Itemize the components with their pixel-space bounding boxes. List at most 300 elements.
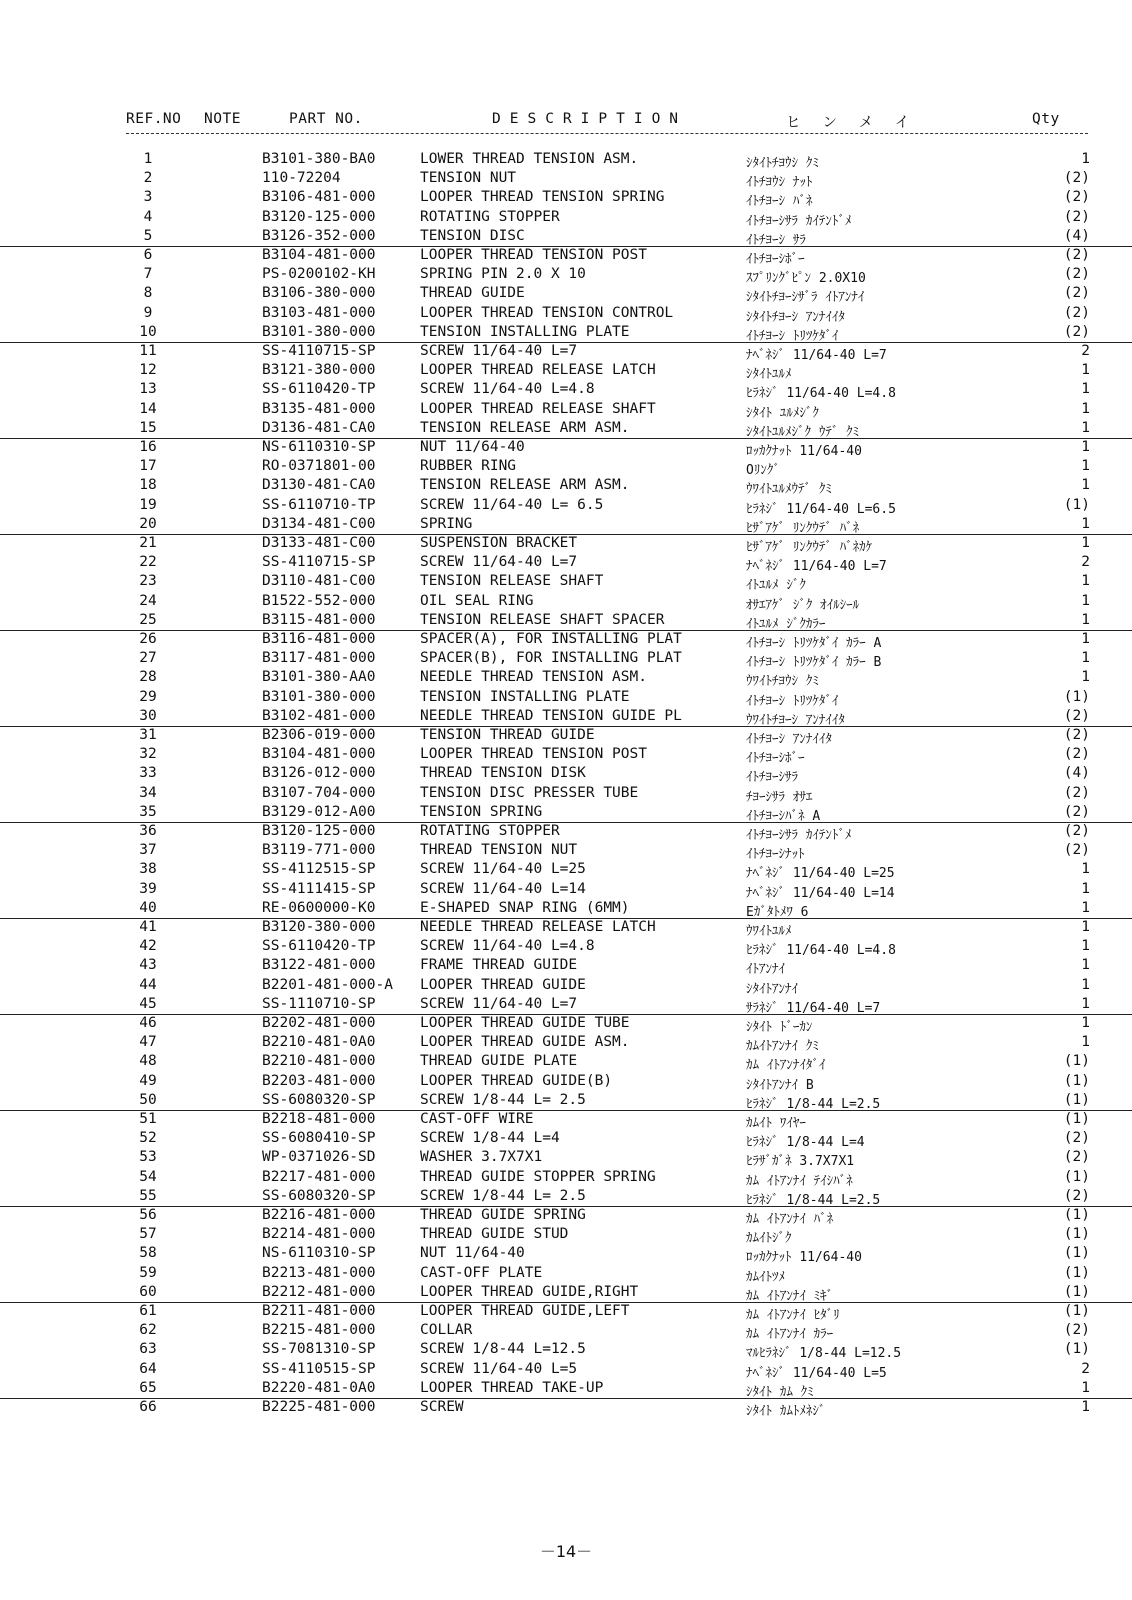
part-no-cell: SS-4110715-SP [262,554,376,571]
part-no-cell: B3115-481-000 [262,611,376,628]
ref-no-cell: 49 [139,1072,157,1089]
ref-no-cell: 57 [139,1226,157,1243]
ref-no-cell: 52 [139,1130,157,1147]
part-no-cell: B2201-481-000-A [262,976,393,993]
part-no-cell: B3104-481-000 [262,247,376,263]
qty-cell: (1) [1063,1091,1090,1108]
description-cell: THREAD GUIDE STOPPER SPRING [420,1168,656,1185]
table-row [0,976,1132,996]
description-cell: LOOPER THREAD GUIDE ASM. [420,1034,630,1051]
description-cell: SCREW 11/64-40 L=7 [420,554,578,571]
ref-no-cell: 54 [139,1168,157,1185]
qty-cell: (1) [1063,1341,1090,1358]
description-cell: LOOPER THREAD TENSION SPRING [420,189,665,206]
description-cell: SPRING PIN 2.0 X 10 [420,266,586,283]
qty-cell: (2) [1063,323,1090,340]
part-no-cell: B2211-481-000 [262,1303,376,1319]
qty-cell: (1) [1063,1072,1090,1089]
ref-no-cell: 47 [139,1034,157,1051]
katakana-name-cell: ｶﾑｲﾄ ﾜｲﾔｰ [746,1116,806,1131]
part-no-cell: D3136-481-CA0 [262,419,376,436]
katakana-name-cell: ｲﾄﾁﾖｰｼﾊﾞﾈ A [746,808,821,824]
table-row [0,649,1132,669]
katakana-name-cell: ｼﾀｲﾄﾁﾖｰｼ ｱﾝﾅｲｲﾀ [746,309,845,325]
qty-cell: 1 [1081,919,1090,935]
part-no-cell: B3101-380-000 [262,688,376,705]
katakana-name-cell: ｶﾑｲﾄｼﾞｸ [746,1231,792,1247]
table-row [0,1302,1132,1322]
qty-cell: 1 [1081,419,1090,436]
katakana-name-cell: ｼﾀｲﾄ ｶﾑ ｸﾐ [746,1384,814,1400]
qty-cell: (4) [1063,227,1090,244]
table-row [0,1187,1132,1208]
katakana-name-cell: ｼﾀｲﾄﾕﾙﾒｼﾞｸ ｳﾃﾞ ｸﾐ [746,424,860,440]
qty-cell: 1 [1081,957,1090,974]
table-row [0,1360,1132,1380]
qty-cell: (2) [1063,304,1090,321]
katakana-name-cell: ｲﾄﾁﾖｰｼｻﾗ ｶｲﾃﾝﾄﾞﾒ [746,828,852,843]
qty-cell: (1) [1063,688,1090,705]
ref-no-cell: 3 [143,189,153,206]
header-note: NOTE [204,111,241,127]
header-ref-no: REF.NO [126,111,182,127]
katakana-name-cell: ﾏﾙﾋﾗﾈｼﾞ 1/8-44 L=12.5 [746,1346,902,1362]
description-cell: TENSION RELEASE SHAFT SPACER [420,611,665,628]
ref-no-cell: 23 [139,573,157,590]
table-row [0,803,1132,824]
ref-no-cell: 58 [139,1245,157,1262]
katakana-name-cell: ﾋﾗﾈｼﾞ 1/8-44 L=2.5 [746,1096,881,1112]
qty-cell: 1 [1081,611,1090,628]
table-row [0,1264,1132,1284]
description-cell: LOOPER THREAD TENSION POST [420,247,647,263]
katakana-name-cell: ｶﾑｲﾄｱﾝﾅｲ ｸﾐ [746,1039,819,1055]
part-no-cell: B2306-019-000 [262,727,376,743]
qty-cell: 1 [1081,631,1090,647]
table-row [0,726,1132,746]
table-row [0,918,1132,938]
header-qty: Qty [1032,111,1060,127]
part-no-cell: RO-0371801-00 [262,458,376,475]
description-cell: CAST-OFF PLATE [420,1264,543,1281]
qty-cell: (2) [1063,247,1090,263]
ref-no-cell: 44 [139,976,157,993]
description-cell: SUSPENSION BRACKET [420,535,578,551]
description-cell: ROTATING STOPPER [420,823,560,839]
header-description: DESCRIPTION [492,111,688,127]
table-row [0,1072,1132,1092]
katakana-name-cell: ｽﾌﾟﾘﾝｸﾞﾋﾟﾝ 2.0X10 [746,271,866,287]
table-row [0,707,1132,728]
table-row [0,208,1132,228]
ref-no-cell: 25 [139,611,157,628]
katakana-name-cell: ｲﾄﾁﾖｰｼｻﾗ [746,770,798,786]
part-no-cell: 110-72204 [262,170,341,187]
table-row [0,1129,1132,1149]
part-no-cell: B3101-380-AA0 [262,669,376,686]
table-row [0,668,1132,688]
katakana-name-cell: ﾋﾗｻﾞｶﾞﾈ 3.7X7X1 [746,1154,855,1170]
ref-no-cell: 32 [139,746,157,763]
ref-no-cell: 10 [139,323,157,340]
qty-cell: 1 [1081,515,1090,532]
ref-no-cell: 22 [139,554,157,571]
part-no-cell: B3129-012-A00 [262,803,376,820]
qty-cell: (1) [1063,1264,1090,1281]
part-no-cell: B3121-380-000 [262,362,376,379]
qty-cell: (2) [1063,285,1090,302]
qty-cell: 2 [1081,554,1090,571]
part-no-cell: B3104-481-000 [262,746,376,763]
part-no-cell: SS-4111415-SP [262,880,376,897]
katakana-name-cell: ﾅﾍﾞﾈｼﾞ 11/64-40 L=25 [746,866,895,882]
katakana-name-cell: ｼﾀｲﾄｱﾝﾅｲ [746,981,798,997]
part-no-cell: B3120-125-000 [262,823,376,839]
part-no-cell: B2218-481-000 [262,1111,376,1127]
katakana-name-cell: ｲﾄﾁﾖｰｼ ﾊﾞﾈ [746,194,813,210]
katakana-name-cell: ﾁﾖｰｼｻﾗ ｵｻｴ [746,789,813,805]
katakana-name-cell: ｼﾀｲﾄ ｶﾑﾄﾒﾈｼﾞ [746,1404,826,1419]
katakana-name-cell: ﾋｻﾞｱｹﾞ ﾘﾝｸｳﾃﾞ ﾊﾞﾈ [746,520,860,536]
description-cell: SCREW 1/8-44 L=4 [420,1130,560,1147]
part-no-cell: B3116-481-000 [262,631,376,647]
katakana-name-cell: ｲﾄﾕﾙﾒ ｼﾞｸｶﾗｰ [746,616,826,632]
description-cell: SCREW 11/64-40 L=7 [420,343,578,359]
qty-cell: (2) [1063,727,1090,743]
qty-cell: (2) [1063,266,1090,283]
katakana-name-cell: ｵｻｴｱｹﾞ ｼﾞｸ ｵｲﾙｼｰﾙ [746,597,860,613]
ref-no-cell: 38 [139,861,157,878]
katakana-name-cell: ｶﾑｲﾄﾂﾒ [746,1269,785,1285]
qty-cell: (1) [1063,1303,1090,1319]
ref-no-cell: 16 [139,439,157,455]
description-cell: SPACER(A), FOR INSTALLING PLAT [420,631,682,647]
katakana-name-cell: ﾅﾍﾞﾈｼﾞ 11/64-40 L=7 [746,348,887,363]
description-cell: NEEDLE THREAD TENSION GUIDE PL [420,707,682,724]
description-cell: LOOPER THREAD GUIDE [420,976,586,993]
table-row [0,611,1132,632]
part-no-cell: SS-6110420-TP [262,381,376,398]
katakana-name-cell: ｶﾑ ｲﾄｱﾝﾅｲ ﾐｷﾞ [746,1288,834,1304]
katakana-name-cell: ｼﾀｲﾄﾁﾖｳｼ ｸﾐ [746,156,819,171]
qty-cell: 1 [1081,535,1090,551]
ref-no-cell: 19 [139,496,157,513]
katakana-name-cell: ｼﾀｲﾄﾁﾖｰｼｻﾞﾗ ｲﾄｱﾝﾅｲ [746,290,865,306]
part-no-cell: B3107-704-000 [262,784,376,801]
part-no-cell: B3120-125-000 [262,208,376,225]
part-no-cell: B3101-380-000 [262,323,376,340]
ref-no-cell: 36 [139,823,157,839]
description-cell: LOOPER THREAD TAKE-UP [420,1379,604,1396]
description-cell: LOOPER THREAD GUIDE TUBE [420,1015,630,1031]
ref-no-cell: 20 [139,515,157,532]
ref-no-cell: 29 [139,688,157,705]
description-cell: NUT 11/64-40 [420,1245,525,1262]
katakana-name-cell: ｼﾀｲﾄﾕﾙﾒ [746,367,792,383]
ref-no-cell: 40 [139,899,157,916]
part-no-cell: SS-6110420-TP [262,938,376,955]
ref-no-cell: 35 [139,803,157,820]
qty-cell: 1 [1081,400,1090,417]
katakana-name-cell: ｶﾑ ｲﾄｱﾝﾅｲ ﾊﾞﾈ [746,1212,834,1227]
katakana-name-cell: ｳﾜｲﾄﾕﾙﾒｳﾃﾞ ｸﾐ [746,482,832,498]
ref-no-cell: 64 [139,1360,157,1377]
qty-cell: (1) [1063,1283,1090,1300]
table-row [0,150,1132,170]
description-cell: LOOPER THREAD RELEASE SHAFT [420,400,656,417]
table-row [0,688,1132,708]
description-cell: THREAD GUIDE PLATE [420,1053,578,1070]
part-no-cell: SS-6110710-TP [262,496,376,513]
table-row [0,899,1132,920]
ref-no-cell: 62 [139,1322,157,1339]
part-no-cell: B2216-481-000 [262,1207,376,1223]
qty-cell: (2) [1063,784,1090,801]
ref-no-cell: 31 [139,727,157,743]
description-cell: SPRING [420,515,473,532]
part-no-cell: B3103-481-000 [262,304,376,321]
qty-cell: 1 [1081,880,1090,897]
table-row [0,764,1132,784]
qty-cell: (1) [1063,1168,1090,1185]
katakana-name-cell: ｶﾑ ｲﾄｱﾝﾅｲ ﾃｲｼﾊﾞﾈ [746,1173,853,1189]
description-cell: TENSION INSTALLING PLATE [420,688,630,705]
description-cell: LOWER THREAD TENSION ASM. [420,151,639,167]
ref-no-cell: 6 [143,247,153,263]
description-cell: LOOPER THREAD GUIDE(B) [420,1072,613,1089]
ref-no-cell: 21 [139,535,157,551]
table-row [0,1321,1132,1341]
description-cell: SCREW 11/64-40 L=14 [420,880,586,897]
description-cell: TENSION THREAD GUIDE [420,727,595,743]
ref-no-cell: 28 [139,669,157,686]
table-row [0,745,1132,765]
katakana-name-cell: ｶﾑ ｲﾄｱﾝﾅｲﾀﾞｲ [746,1058,826,1074]
katakana-name-cell: ﾅﾍﾞﾈｼﾞ 11/64-40 L=7 [746,559,887,575]
part-no-cell: SS-7081310-SP [262,1341,376,1358]
katakana-name-cell: ﾛｯｶｸﾅｯﾄ 11/64-40 [746,444,862,459]
katakana-name-cell: ｶﾑ ｲﾄｱﾝﾅｲ ﾋﾀﾞﾘ [746,1308,840,1323]
qty-cell: 1 [1081,381,1090,398]
description-cell: TENSION NUT [420,170,517,187]
ref-no-cell: 11 [139,343,157,359]
ref-no-cell: 48 [139,1053,157,1070]
part-no-cell: SS-6080410-SP [262,1130,376,1147]
table-row [0,400,1132,420]
table-row [0,572,1132,592]
ref-no-cell: 15 [139,419,157,436]
description-cell: SCREW 11/64-40 L=4.8 [420,381,595,398]
table-row [0,553,1132,573]
description-cell: NEEDLE THREAD TENSION ASM. [420,669,647,686]
katakana-name-cell: ｲﾄﾁﾖｰｼ ﾄﾘﾂｹﾀﾞｲ [746,693,839,709]
part-no-cell: B2213-481-000 [262,1264,376,1281]
part-no-cell: B2215-481-000 [262,1322,376,1339]
qty-cell: 1 [1081,1379,1090,1396]
table-row [0,534,1132,554]
description-cell: WASHER 3.7X7X1 [420,1149,543,1166]
part-no-cell: B2203-481-000 [262,1072,376,1089]
table-row [0,1091,1132,1112]
description-cell: OIL SEAL RING [420,592,534,609]
description-cell: THREAD GUIDE STUD [420,1226,569,1243]
part-no-cell: D3110-481-C00 [262,573,376,590]
table-row [0,784,1132,804]
description-cell: SPACER(B), FOR INSTALLING PLAT [420,650,682,667]
qty-cell: (4) [1063,765,1090,782]
table-row [0,342,1132,362]
qty-cell: 1 [1081,151,1090,167]
qty-cell: 1 [1081,439,1090,455]
description-cell: SCREW 11/64-40 L= 6.5 [420,496,604,513]
table-row [0,265,1132,285]
part-no-cell: NS-6110310-SP [262,439,376,455]
katakana-name-cell: ｲﾄﾁﾖｰｼ ｻﾗ [746,232,806,248]
ref-no-cell: 53 [139,1149,157,1166]
katakana-name-cell: ｻﾗﾈｼﾞ 11/64-40 L=7 [746,1000,881,1016]
katakana-name-cell: Oﾘﾝｸﾞ [746,463,780,479]
table-row [0,284,1132,304]
table-row [0,1283,1132,1304]
part-no-cell: WP-0371026-SD [262,1149,376,1166]
description-cell: LOOPER THREAD TENSION POST [420,746,647,763]
qty-cell: (2) [1063,746,1090,763]
part-no-cell: SS-6080320-SP [262,1091,376,1108]
part-no-cell: B3126-012-000 [262,765,376,782]
qty-cell: 1 [1081,669,1090,686]
ref-no-cell: 27 [139,650,157,667]
description-cell: ROTATING STOPPER [420,208,560,225]
part-no-cell: B2225-481-000 [262,1399,376,1415]
ref-no-cell: 39 [139,880,157,897]
table-row [0,188,1132,208]
part-no-cell: B3122-481-000 [262,957,376,974]
description-cell: TENSION INSTALLING PLATE [420,323,630,340]
part-no-cell: D3133-481-C00 [262,535,376,551]
qty-cell: (2) [1063,1149,1090,1166]
ref-no-cell: 14 [139,400,157,417]
ref-no-cell: 30 [139,707,157,724]
qty-cell: 1 [1081,1399,1090,1415]
ref-no-cell: 60 [139,1283,157,1300]
part-no-cell: B3101-380-BA0 [262,151,376,167]
description-cell: SCREW 11/64-40 L=4.8 [420,938,595,955]
table-row [0,880,1132,900]
qty-cell: (2) [1063,1187,1090,1204]
ref-no-cell: 13 [139,381,157,398]
qty-cell: (1) [1063,496,1090,513]
ref-no-cell: 4 [143,208,153,225]
description-cell: LOOPER THREAD RELEASE LATCH [420,362,656,379]
qty-cell: 1 [1081,938,1090,955]
table-row [0,323,1132,344]
katakana-name-cell: ﾅﾍﾞﾈｼﾞ 11/64-40 L=14 [746,885,895,901]
katakana-name-cell: ｲﾄｱﾝﾅｲ [746,962,785,978]
description-cell: SCREW 11/64-40 L=5 [420,1360,578,1377]
katakana-name-cell: ﾋﾗﾈｼﾞ 11/64-40 L=6.5 [746,501,896,517]
table-row [0,592,1132,612]
table-row [0,457,1132,477]
qty-cell: 1 [1081,899,1090,916]
description-cell: THREAD TENSION NUT [420,842,578,859]
qty-cell: 1 [1081,1034,1090,1051]
table-row [0,1014,1132,1034]
qty-cell: (2) [1063,803,1090,820]
ref-no-cell: 7 [143,266,153,283]
ref-no-cell: 2 [143,170,153,187]
description-cell: SCREW 1/8-44 L=12.5 [420,1341,586,1358]
table-row [0,822,1132,842]
part-no-cell: B2210-481-000 [262,1053,376,1070]
ref-no-cell: 46 [139,1015,157,1031]
part-no-cell: B3102-481-000 [262,707,376,724]
ref-no-cell: 59 [139,1264,157,1281]
ref-no-cell: 41 [139,919,157,935]
header-dashed-rule [126,133,1088,134]
ref-no-cell: 43 [139,957,157,974]
katakana-name-cell: ｼﾀｲﾄ ﾕﾙﾒｼﾞｸ [746,405,819,421]
description-cell: TENSION RELEASE ARM ASM. [420,477,630,494]
katakana-name-cell: Eｶﾞﾀﾄﾒﾜ 6 [746,904,809,920]
qty-cell: (2) [1063,842,1090,859]
katakana-name-cell: ｲﾄﾁﾖｳｼ ﾅｯﾄ [746,175,813,191]
part-no-cell: B2217-481-000 [262,1168,376,1185]
qty-cell: 1 [1081,976,1090,993]
katakana-name-cell: ﾋﾗﾈｼﾞ 11/64-40 L=4.8 [746,943,896,959]
ref-no-cell: 50 [139,1091,157,1108]
katakana-name-cell: ｲﾄﾁﾖｰｼ ｱﾝﾅｲｲﾀ [746,732,832,747]
qty-cell: (2) [1063,170,1090,187]
qty-cell: (1) [1063,1245,1090,1262]
katakana-name-cell: ｲﾄﾁﾖｰｼｻﾗ ｶｲﾃﾝﾄﾞﾒ [746,213,852,229]
qty-cell: (2) [1063,1130,1090,1147]
description-cell: COLLAR [420,1322,473,1339]
table-row [0,1225,1132,1245]
table-row [0,1110,1132,1130]
katakana-name-cell: ﾋﾗﾈｼﾞ 11/64-40 L=4.8 [746,386,896,402]
ref-no-cell: 26 [139,631,157,647]
katakana-name-cell: ｳﾜｲﾄﾁﾖｰｼ ｱﾝﾅｲｲﾀ [746,712,845,728]
qty-cell: (1) [1063,1111,1090,1127]
table-row [0,361,1132,381]
part-no-cell: D3134-481-C00 [262,515,376,532]
table-row [0,1033,1132,1053]
description-cell: TENSION SPRING [420,803,543,820]
qty-cell: 1 [1081,458,1090,475]
table-row [0,1398,1132,1418]
table-row [0,956,1132,976]
ref-no-cell: 56 [139,1207,157,1223]
qty-cell: (2) [1063,208,1090,225]
qty-cell: (2) [1063,1322,1090,1339]
katakana-name-cell: ｲﾄﾁﾖｰｼ ﾄﾘﾂｹﾀﾞｲ ｶﾗｰ A [746,636,882,651]
part-no-cell: SS-4110715-SP [262,343,376,359]
ref-no-cell: 8 [143,285,153,302]
table-row [0,1379,1132,1400]
katakana-name-cell: ｼﾀｲﾄｱﾝﾅｲ B [746,1077,814,1093]
description-cell: LOOPER THREAD TENSION CONTROL [420,304,674,321]
katakana-name-cell: ｳﾜｲﾄﾕﾙﾒ [746,924,792,939]
description-cell: TENSION DISC [420,227,525,244]
part-no-cell: SS-4112515-SP [262,861,376,878]
ref-no-cell: 1 [143,151,153,167]
katakana-name-cell: ｼﾀｲﾄ ﾄﾞｰｶﾝ [746,1020,813,1035]
ref-no-cell: 42 [139,938,157,955]
description-cell: FRAME THREAD GUIDE [420,957,578,974]
katakana-name-cell: ﾋｻﾞｱｹﾞ ﾘﾝｸｳﾃﾞ ﾊﾞﾈｶｹ [746,540,873,555]
table-row [0,1052,1132,1072]
katakana-name-cell: ｶﾑ ｲﾄｱﾝﾅｲ ｶﾗｰ [746,1327,834,1343]
